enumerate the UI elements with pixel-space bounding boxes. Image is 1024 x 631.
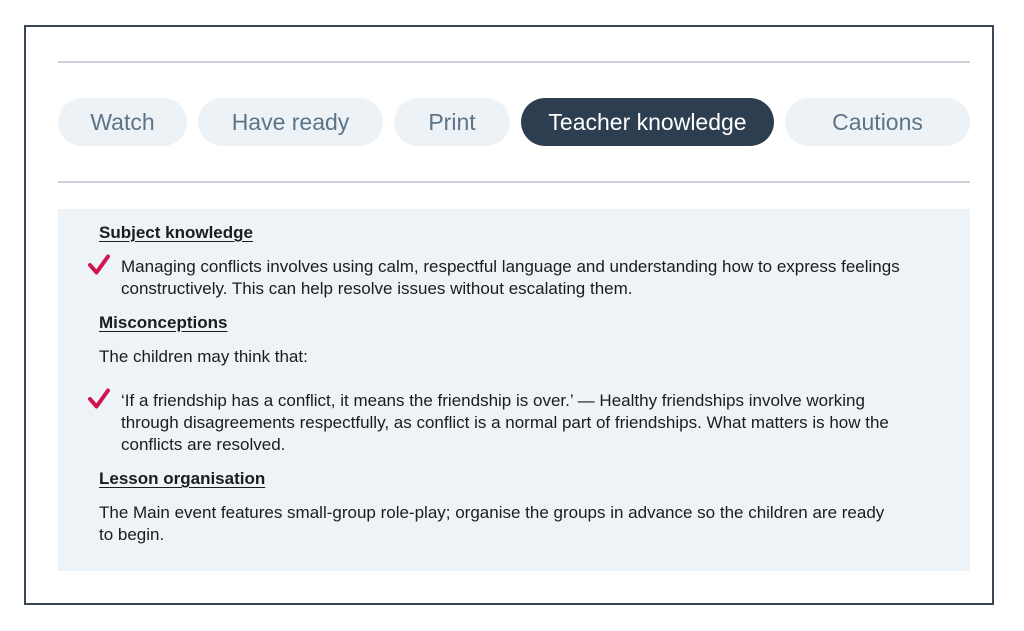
checkmark-icon [88,388,110,410]
tab-cautions[interactable]: Cautions [785,98,970,146]
misconceptions-intro: The children may think that: [99,347,308,366]
checkmark-icon [88,254,110,276]
teacher-knowledge-panel [58,209,970,571]
misconceptions-heading: Misconceptions [99,313,228,332]
tab-print[interactable]: Print [394,98,510,146]
teacher-notes-card [24,25,994,605]
subject-knowledge-text: Managing conflicts involves using calm, respectful language and understanding how to express feelings constructively. This can help resolve issues without escalating them. [121,257,900,298]
lesson-organisation-text: The Main event features small-group role-play; organise the groups in advance so the children are ready to begin. [99,503,885,544]
misconception-text: ‘If a friendship has a conflict, it means the friendship is over.’ — Healthy friendships involve working through disagreements respectfully, as conflict is a normal part of friendships. What matters is how the conflicts are resolved. [121,391,889,454]
tab-watch[interactable]: Watch [58,98,187,146]
tab-teacher-knowledge[interactable]: Teacher knowledge [521,98,774,146]
tab-have-ready[interactable]: Have ready [198,98,383,146]
lesson-organisation-heading: Lesson organisation [99,469,266,488]
top-divider [58,61,970,63]
bottom-divider [58,181,970,183]
subject-knowledge-heading: Subject knowledge [99,223,253,242]
